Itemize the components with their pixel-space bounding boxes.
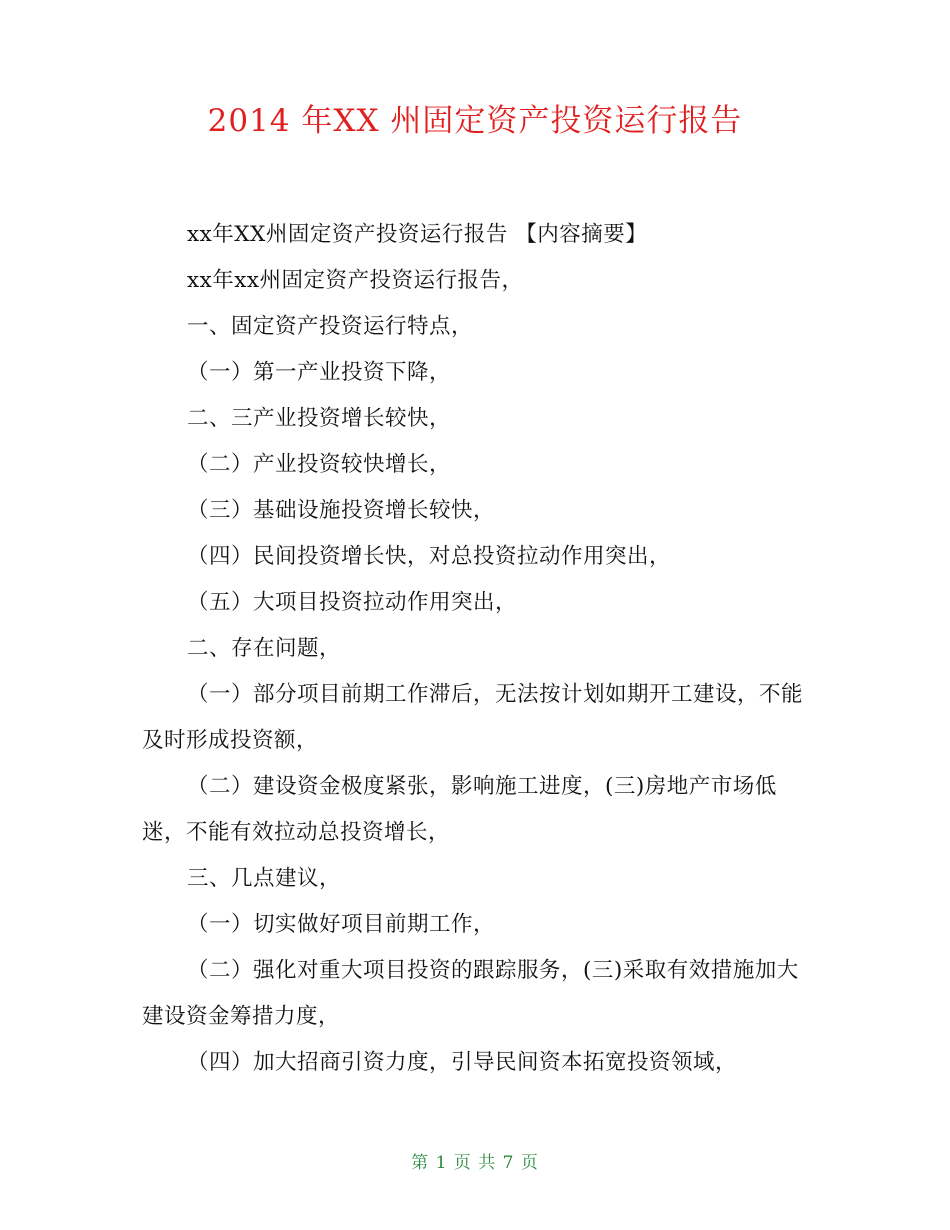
paragraph-item: （三）基础设施投资增长较快， — [187, 498, 496, 523]
paragraph-item: （四）加大招商引资力度，引导民间资本拓宽投资领域， — [187, 1050, 738, 1075]
paragraph-section-2-heading: 二、存在问题， — [187, 636, 342, 661]
paragraph-item: （一）第一产业投资下降， — [187, 360, 452, 385]
paragraph-item: （一）切实做好项目前期工作， — [187, 912, 496, 937]
page-number-footer: 第 1 页 共 7 页 — [411, 1153, 539, 1173]
paragraph-section-3-heading: 三、几点建议， — [187, 866, 342, 891]
paragraph-section-1-heading: 一、固定资产投资运行特点， — [187, 314, 474, 339]
paragraph-item: （一）部分项目前期工作滞后，无法按计划如期开工建设，不能及时形成投资额， — [142, 682, 804, 753]
paragraph-report-intro: xx年xx州固定资产投资运行报告， — [187, 268, 524, 293]
paragraph-summary-heading: xx年XX州固定资产投资运行报告 【内容摘要】 — [187, 222, 648, 247]
paragraph-item: （五）大项目投资拉动作用突出， — [187, 590, 518, 615]
document-body — [142, 212, 810, 1086]
paragraph-item: （四）民间投资增长快，对总投资拉动作用突出， — [187, 544, 672, 569]
paragraph-item: （二）建设资金极度紧张，影响施工进度，(三)房地产市场低迷，不能有效拉动总投资增长， — [142, 774, 777, 845]
document-title: 2014 年XX 州固定资产投资运行报告 — [207, 103, 743, 139]
paragraph-item: 二、三产业投资增长较快， — [187, 406, 452, 431]
paragraph-item: （二）产业投资较快增长， — [187, 452, 452, 477]
paragraph-item: （二）强化对重大项目投资的跟踪服务，(三)采取有效措施加大建设资金筹措力度， — [142, 958, 799, 1029]
